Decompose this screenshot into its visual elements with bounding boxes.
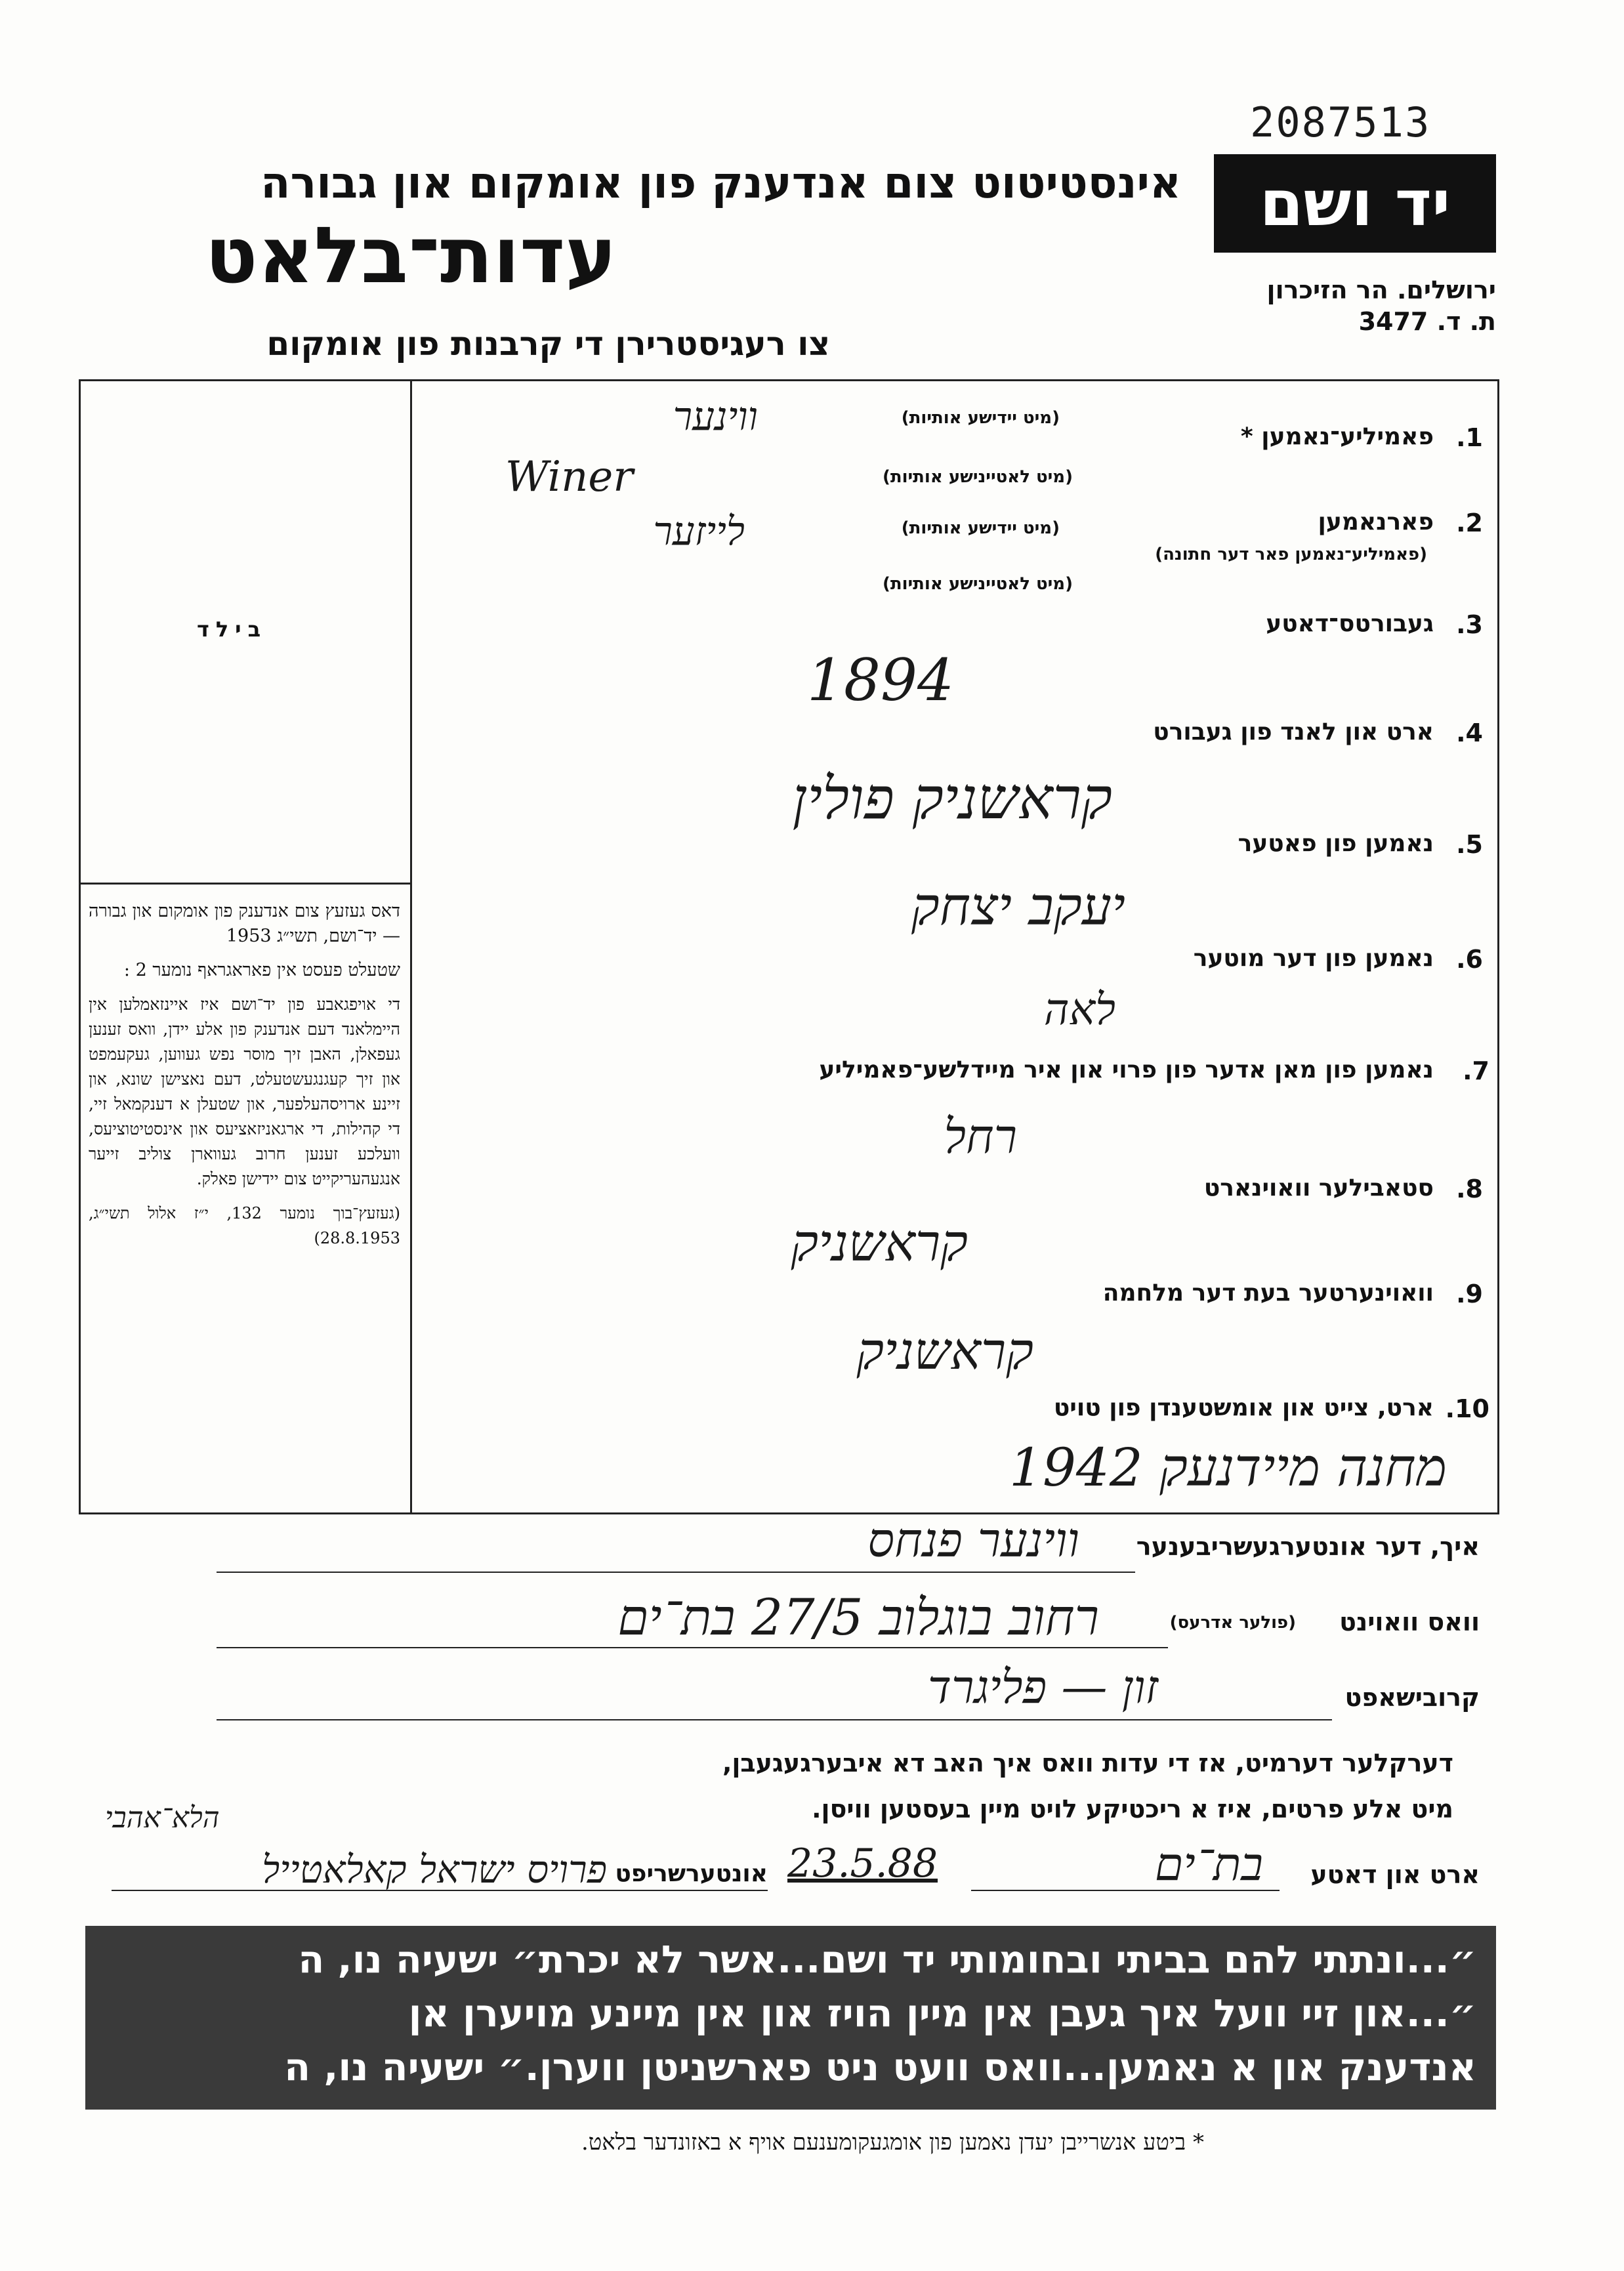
field-8-label: סטאבילער וואוינארט (1203, 1175, 1434, 1201)
place-value[interactable]: בת־ים (1154, 1837, 1263, 1891)
field-3-number: 3. (1456, 610, 1483, 639)
yad-vashem-logo (1214, 154, 1496, 253)
submitter-address-value[interactable]: רחוב בוגלוב 27/5 בת־ים (617, 1588, 1099, 1646)
field-9-label: וואוינערטער בעת דער מלחמה (1102, 1280, 1434, 1306)
field-2-note: (פאמיליע־נאמען פאר דער חתונה) (1155, 545, 1427, 564)
field-1-label: פאמיליע־נאמען * (1240, 423, 1434, 450)
signature-value[interactable]: פרויס ישראל קאלאטייל (262, 1847, 607, 1892)
relation-label: קרובישאפט (1344, 1683, 1480, 1712)
address-line-1: ירושלים. הר הזיכרון (1266, 276, 1496, 304)
field-6-label: נאמען פון דער מוטער (1193, 945, 1434, 972)
law-paragraph-1: דאס געזעץ צום אנדענק פון אומקום און גבורה — יד־ושם, תשי״ג 1953 (89, 901, 400, 946)
field-8-number: 8. (1456, 1175, 1483, 1203)
field-1-value-yiddish[interactable]: ווינער (673, 394, 758, 440)
field-4-label: ארט און לאנד פון געבורט (1153, 719, 1434, 745)
field-7-value[interactable]: רחל (944, 1109, 1017, 1164)
photo-label: בילד (197, 617, 268, 642)
address-line-2: ת. ד. 3477 (1358, 307, 1496, 336)
submitter-name-label: איך, דער אונטערגעשריבענער (1136, 1532, 1480, 1561)
institute-title: אינסטיטוט צום אנדענק פון אומקום און גבורה (260, 157, 1181, 208)
submitter-address-label: וואס וואוינט (1339, 1608, 1480, 1636)
field-2-number: 2. (1456, 509, 1483, 537)
page-title: עדות־בלאט (205, 210, 617, 301)
field-3-label: געבורטס־דאטע (1266, 610, 1434, 637)
page-subtitle: צו רעגיסטרירן די קרבנות פון אומקום (266, 325, 830, 363)
field-10-label: ארט, צייט און אומשטענדן פון טויט (1053, 1394, 1434, 1421)
law-text (89, 899, 400, 1260)
submitter-name-value[interactable]: ווינער פנחס (867, 1512, 1079, 1568)
field-2-sub-yiddish: (מיט יידישע אותיות) (901, 518, 1060, 538)
logo-text: יד ושם (1259, 167, 1451, 240)
field-1-sub-yiddish: (מיט יידישע אותיות) (901, 408, 1060, 428)
field-8-value[interactable]: קראשניק (791, 1214, 968, 1273)
field-1-value-latin[interactable]: Winer (505, 453, 633, 501)
field-1-sub-latin: (מיט לאטיינישע אותיות) (882, 467, 1073, 487)
field-7-number: 7. (1463, 1056, 1489, 1085)
relation-value[interactable]: זון — פליגרד (927, 1660, 1158, 1714)
declaration-line-2: מיט אלע פרטים, איז א ריכטיקע לויט מיין בעסטען וויסן. (812, 1795, 1453, 1823)
field-10-number: 10. (1445, 1394, 1489, 1423)
field-2-sub-latin: (מיט לאטיינישע אותיות) (882, 574, 1073, 594)
declaration-line-1: דערקלער דערמיט, אז די עדות וואס איך האב דא איבערגעגעבן, (722, 1749, 1453, 1778)
field-5-value[interactable]: יעקב יצחק (911, 876, 1125, 937)
quote-banner (85, 1926, 1496, 2110)
law-paragraph-2: שטעלט פעסט אין פאראגראף נומער 2 : (123, 960, 400, 980)
field-6-number: 6. (1456, 945, 1483, 974)
banner-line-1: ״...ונתתי להם בביתי ובחומותי יד ושם...אשר לא יכרת״ ישעיה נו, ה (298, 1937, 1476, 1982)
banner-line-3: אנדענק און א נאמען...וואס וועט ניט פארשניטן ווערן.״ ישעיה נו, ה (284, 2045, 1476, 2089)
date-value[interactable]: 23.5.88 (787, 1841, 938, 1886)
law-paragraph-3: די אויפגאבע פון יד־ושם איז איינזאמלען אין היימלאנד דעם אנדענק פון אלע יידן, וואס זענען געפאלן, האבן זיך מוסר נפש געווען, געקעמפט און זיך קעגנגעשטעלט, דעם נאצישן שונא, און זיינע ארויסהעלפער, און שטעלן א דענקמאל זיי, די קהילות, די ארגאניזאציעס און אינסטיטוציעס, וועלכע זענען חרוב געווארן צוליב זייער אנגעהעריקייט צום יידישן פאלק. (89, 995, 400, 1188)
law-paragraph-4: (געזעץ־בוך נומער 132, י״ז אלול תשי״ג, 28.8.1953) (89, 1204, 400, 1247)
banner-line-2: ״...און זיי וועל איך געבן אין מיין הויז און אין מיינע מויערן אן (408, 1991, 1476, 2035)
field-3-value[interactable]: 1894 (807, 646, 954, 714)
signature-extra: הלא־אהבי (105, 1801, 220, 1835)
field-2-value-yiddish[interactable]: לייזער (653, 509, 745, 554)
field-7-label: נאמען פון מאן אדער פון פרוי און איר מיידלשע־פאמיליע (819, 1056, 1434, 1083)
field-10-value[interactable]: מחנה מיידנעק 1942 (1009, 1437, 1447, 1498)
signature-label: אונטערשריפט (615, 1860, 768, 1887)
field-6-value[interactable]: לאה (1043, 984, 1115, 1035)
field-1-number: 1. (1456, 423, 1483, 452)
field-9-number: 9. (1456, 1280, 1483, 1308)
field-9-value[interactable]: קראשניק (856, 1322, 1033, 1381)
field-5-number: 5. (1456, 830, 1483, 859)
field-5-label: נאמען פון פאטער (1238, 830, 1434, 857)
serial-number: 2087513 (1250, 98, 1431, 146)
date-label: ארט און דאטע (1310, 1860, 1480, 1889)
submitter-address-note: (פולער אדרעס) (1169, 1613, 1296, 1633)
field-4-value[interactable]: קראשניק פולין (792, 764, 1112, 832)
field-2-label: פארנאמען (1318, 509, 1434, 535)
footnote: * ביטע אנשרייבן יעדן נאמען פון אומגעקומענעם אויף א באזונדער בלאט. (581, 2129, 1204, 2156)
field-4-number: 4. (1456, 719, 1483, 747)
